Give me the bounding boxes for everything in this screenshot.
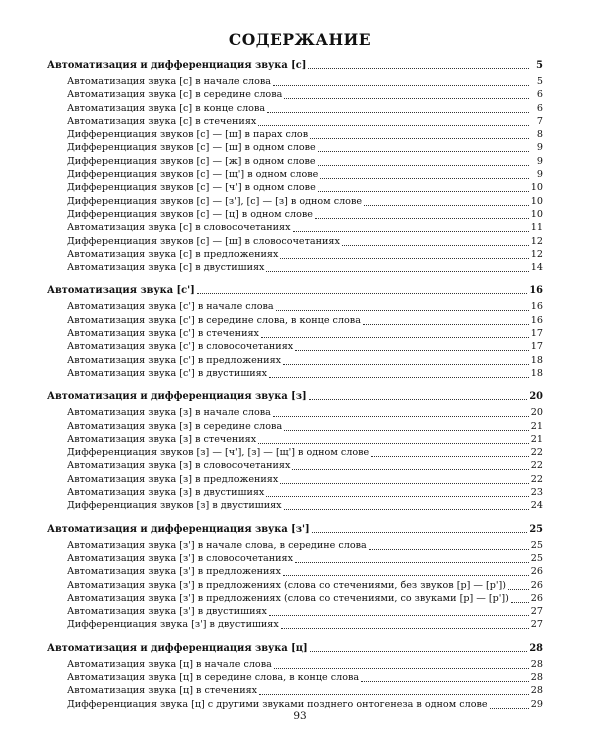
toc-entry-page: 22 xyxy=(530,473,543,485)
toc-entry-page: 10 xyxy=(530,195,543,207)
toc-entry xyxy=(47,420,543,433)
toc-entry xyxy=(47,115,543,128)
toc-entry-text: Автоматизация звука [з'] в словосочетаниях xyxy=(67,552,294,564)
toc-entry-page: 10 xyxy=(530,182,543,194)
dot-leader xyxy=(308,58,529,69)
dot-leader xyxy=(490,698,529,709)
toc-entry-page: 27 xyxy=(530,606,543,618)
toc-entry-text: Автоматизация звука [с] в предложениях xyxy=(67,248,279,260)
toc-entry xyxy=(47,102,543,115)
toc-section xyxy=(47,522,543,632)
toc-entry-page: 24 xyxy=(530,500,543,512)
dot-leader xyxy=(283,565,529,576)
toc-entry-text: Дифференциация звуков [с] — [ш] в парах слов xyxy=(67,129,309,141)
toc-entry-text: Дифференциация звуков [с] — [ч'] в одном слове xyxy=(67,182,316,194)
toc-section-heading-page: 20 xyxy=(529,391,543,403)
toc-entry-text: Автоматизация звука [с'] в начале слова xyxy=(67,301,274,313)
dot-leader xyxy=(292,459,528,470)
toc-entry-page: 21 xyxy=(530,420,543,432)
toc-entry xyxy=(47,698,543,711)
toc-entry xyxy=(47,181,543,194)
dot-leader xyxy=(267,102,529,113)
toc-entry xyxy=(47,684,543,697)
toc-entry-page: 9 xyxy=(536,155,543,167)
toc-entry xyxy=(47,552,543,565)
toc-entry xyxy=(47,208,543,221)
toc-entry xyxy=(47,579,543,592)
toc-entry-page: 25 xyxy=(530,552,543,564)
dot-leader xyxy=(259,684,529,695)
dot-leader xyxy=(261,327,529,338)
dot-leader xyxy=(284,88,529,99)
toc-entry-page: 17 xyxy=(530,341,543,353)
toc-entry-page: 6 xyxy=(536,102,543,114)
toc-entry-text: Автоматизация звука [з'] в двустишиях xyxy=(67,606,267,618)
dot-leader xyxy=(280,473,529,484)
toc-entry xyxy=(47,261,543,274)
dot-leader xyxy=(295,340,529,351)
toc-entry-text: Дифференциация звуков [с] — [з'], [с] — [з] в одном слове xyxy=(67,195,363,207)
toc-entry-text: Автоматизация звука [с'] в предложениях xyxy=(67,354,282,366)
toc-section-heading-text: Автоматизация и дифференциация звука [з'] xyxy=(47,523,310,535)
toc-entry-page: 10 xyxy=(530,208,543,220)
toc-section-heading-page: 28 xyxy=(529,642,543,654)
toc-entry-text: Автоматизация звука [с] в двустишиях xyxy=(67,262,265,274)
dot-leader xyxy=(258,433,529,444)
toc-entry-text: Автоматизация звука [з'] в начале слова, в середине слова xyxy=(67,539,367,551)
toc-entry xyxy=(47,155,543,168)
toc-entry xyxy=(47,300,543,313)
toc-entry-text: Автоматизация звука [с'] в стечениях xyxy=(67,328,259,340)
toc-entry-page: 26 xyxy=(530,566,543,578)
toc-section-heading-page: 25 xyxy=(529,523,543,535)
toc-entry-page: 27 xyxy=(530,619,543,631)
toc-entry-page: 28 xyxy=(530,671,543,683)
dot-leader xyxy=(276,300,529,311)
toc-section-heading-text: Автоматизация и дифференциация звука [ц] xyxy=(47,642,308,654)
toc-entry-text: Автоматизация звука [с] в конце слова xyxy=(67,102,266,114)
toc-entry-page: 23 xyxy=(530,487,543,499)
toc-entry-text: Автоматизация звука [з] в двустишиях xyxy=(67,487,265,499)
toc-section-heading xyxy=(47,389,543,405)
toc-entry-text: Автоматизация звука [с'] в середине слова, в конце слова xyxy=(67,314,361,326)
dot-leader xyxy=(284,420,529,431)
toc-section-heading xyxy=(47,283,543,299)
toc-entry xyxy=(47,658,543,671)
toc-entry-text: Автоматизация звука [с] в начале слова xyxy=(67,76,272,87)
toc-entry-page: 11 xyxy=(530,222,543,234)
dot-leader xyxy=(511,592,529,603)
toc-entry-text: Автоматизация звука [з'] в предложениях (слова со стечениями, без звуков [р] — [р']) xyxy=(67,579,507,591)
toc-entry-text: Автоматизация звука [с'] в двустишиях xyxy=(67,367,268,379)
toc-entry-page: 22 xyxy=(530,460,543,472)
toc-entry-page: 28 xyxy=(530,658,543,670)
toc-entry xyxy=(47,459,543,472)
toc-entry-text: Автоматизация звука [з] в начале слова xyxy=(67,407,271,419)
toc-entry-text: Дифференциация звуков [с] — [ц] в одном слове xyxy=(67,208,313,220)
toc-entry-text: Дифференциация звуков [з] в двустишиях xyxy=(67,500,282,512)
toc-entry xyxy=(47,88,543,101)
dot-leader xyxy=(293,221,529,232)
toc-entry xyxy=(47,499,543,512)
toc-section xyxy=(47,58,543,274)
dot-leader xyxy=(364,195,529,206)
dot-leader xyxy=(284,499,529,510)
toc-entry-page: 18 xyxy=(530,354,543,366)
toc-entry-page: 7 xyxy=(536,115,543,127)
dot-leader xyxy=(318,181,529,192)
dot-leader xyxy=(274,658,529,669)
toc-entry-text: Автоматизация звука [з'] в предложениях xyxy=(67,566,281,578)
toc-section xyxy=(47,283,543,380)
dot-leader xyxy=(283,354,529,365)
toc-entry xyxy=(47,473,543,486)
toc-entry-page: 9 xyxy=(536,169,543,181)
toc-entry-text: Автоматизация звука [ц] в стечениях xyxy=(67,685,258,697)
toc-entry-page: 8 xyxy=(536,129,543,141)
toc-entry-page: 22 xyxy=(530,447,543,459)
toc-entry-page: 9 xyxy=(536,142,543,154)
toc-entry-text: Автоматизация звука [с] в словосочетаниях xyxy=(67,222,291,234)
toc-entry-text: Дифференциация звуков [с] — [ж] в одном слове xyxy=(67,155,316,167)
dot-leader xyxy=(258,115,529,126)
toc-entry-text: Автоматизация звука [с'] в словосочетаниях xyxy=(67,341,294,353)
dot-leader xyxy=(273,75,529,86)
toc-entry-page: 12 xyxy=(530,235,543,247)
dot-leader xyxy=(310,641,528,652)
toc-entry-text: Автоматизация звука [з] в середине слова xyxy=(67,420,283,432)
dot-leader xyxy=(318,141,529,152)
dot-leader xyxy=(309,389,528,400)
toc-entry xyxy=(47,141,543,154)
toc-entry-text: Автоматизация звука [з] в стечениях xyxy=(67,433,257,445)
dot-leader xyxy=(315,208,529,219)
toc-entry xyxy=(47,565,543,578)
dot-leader xyxy=(266,486,528,497)
toc-entry-page: 5 xyxy=(536,76,543,87)
toc-section-heading xyxy=(47,522,543,538)
toc-entry-text: Дифференциация звуков [з] — [ч'], [з] — [щ'] в одном слове xyxy=(67,447,370,459)
toc-section-heading-text: Автоматизация и дифференциация звука [с] xyxy=(47,60,307,71)
toc-entry xyxy=(47,671,543,684)
toc-entry-page: 12 xyxy=(530,248,543,260)
dot-leader xyxy=(280,248,528,259)
toc-entry xyxy=(47,618,543,631)
toc-entry xyxy=(47,248,543,261)
page-number: 93 xyxy=(293,710,307,722)
toc-entry-page: 26 xyxy=(530,579,543,591)
dot-leader xyxy=(508,579,529,590)
dot-leader xyxy=(312,522,528,533)
toc-entry-text: Дифференциация звуков [с] — [щ'] в одном слове xyxy=(67,169,319,181)
toc-section-heading-page: 5 xyxy=(536,60,543,71)
toc-entry xyxy=(47,354,543,367)
toc-entry-text: Дифференциация звуков [с] — [ш] в одном слове xyxy=(67,142,316,154)
toc-entry xyxy=(47,367,543,380)
dot-leader xyxy=(310,128,529,139)
toc-entry xyxy=(47,605,543,618)
dot-leader xyxy=(342,235,529,246)
dot-leader xyxy=(269,367,529,378)
toc-entry-text: Автоматизация звука [с] в стечениях xyxy=(67,115,257,127)
toc-entry-page: 16 xyxy=(530,301,543,313)
toc-entry xyxy=(47,486,543,499)
dot-leader xyxy=(361,671,529,682)
toc-entry-page: 20 xyxy=(530,407,543,419)
toc-section-heading xyxy=(47,58,543,74)
toc-entry xyxy=(47,221,543,234)
toc-section-heading-text: Автоматизация звука [с'] xyxy=(47,285,195,297)
toc-section-heading-page: 16 xyxy=(529,285,543,297)
toc-entry xyxy=(47,406,543,419)
toc-entry-text: Дифференциация звука [ц] с другими звуками позднего онтогенеза в одном слове xyxy=(67,698,488,710)
toc-entry xyxy=(47,75,543,88)
dot-leader xyxy=(273,406,529,417)
toc-entry xyxy=(47,433,543,446)
dot-leader xyxy=(266,261,528,272)
toc-entry xyxy=(47,340,543,353)
dot-leader xyxy=(269,605,529,616)
toc-entry-page: 25 xyxy=(530,539,543,551)
dot-leader xyxy=(295,552,529,563)
toc-entry-page: 21 xyxy=(530,433,543,445)
dot-leader xyxy=(363,314,529,325)
toc-entry-page: 28 xyxy=(530,685,543,697)
toc-entry xyxy=(47,327,543,340)
toc-entry xyxy=(47,592,543,605)
table-of-contents xyxy=(47,58,543,720)
dot-leader xyxy=(318,155,529,166)
toc-entry-page: 17 xyxy=(530,328,543,340)
toc-entry xyxy=(47,446,543,459)
toc-section-heading-text: Автоматизация и дифференциация звука [з] xyxy=(47,391,307,403)
dot-leader xyxy=(371,446,529,457)
toc-entry-page: 29 xyxy=(530,698,543,710)
toc-entry xyxy=(47,314,543,327)
toc-entry-text: Автоматизация звука [ц] в начале слова xyxy=(67,658,272,670)
toc-entry-text: Автоматизация звука [з'] в предложениях (слова со стечениями, со звуками [р] — [р']) xyxy=(67,592,509,604)
toc-section-heading xyxy=(47,641,543,657)
toc-entry-text: Дифференциация звуков [с] — [ш] в словосочетаниях xyxy=(67,235,340,247)
toc-entry-page: 14 xyxy=(530,262,543,274)
toc-entry xyxy=(47,168,543,181)
toc-entry-text: Автоматизация звука [з] в словосочетаниях xyxy=(67,460,291,472)
toc-entry xyxy=(47,539,543,552)
page-title: СОДЕРЖАНИЕ xyxy=(228,30,372,49)
dot-leader xyxy=(320,168,529,179)
dot-leader xyxy=(281,618,529,629)
toc-entry xyxy=(47,195,543,208)
toc-entry-page: 16 xyxy=(530,314,543,326)
dot-leader xyxy=(197,283,528,294)
toc-entry-text: Дифференциация звука [з'] в двустишиях xyxy=(67,619,279,631)
toc-entry-page: 26 xyxy=(530,592,543,604)
dot-leader xyxy=(369,539,529,550)
toc-section xyxy=(47,389,543,512)
toc-entry-text: Автоматизация звука [ц] в середине слова, в конце слова xyxy=(67,671,360,683)
toc-entry-text: Автоматизация звука [с] в середине слова xyxy=(67,89,283,101)
toc-entry-text: Автоматизация звука [з] в предложениях xyxy=(67,473,279,485)
toc-entry-page: 6 xyxy=(536,89,543,101)
toc-entry xyxy=(47,235,543,248)
toc-entry xyxy=(47,128,543,141)
toc-entry-page: 18 xyxy=(530,367,543,379)
toc-section xyxy=(47,641,543,711)
